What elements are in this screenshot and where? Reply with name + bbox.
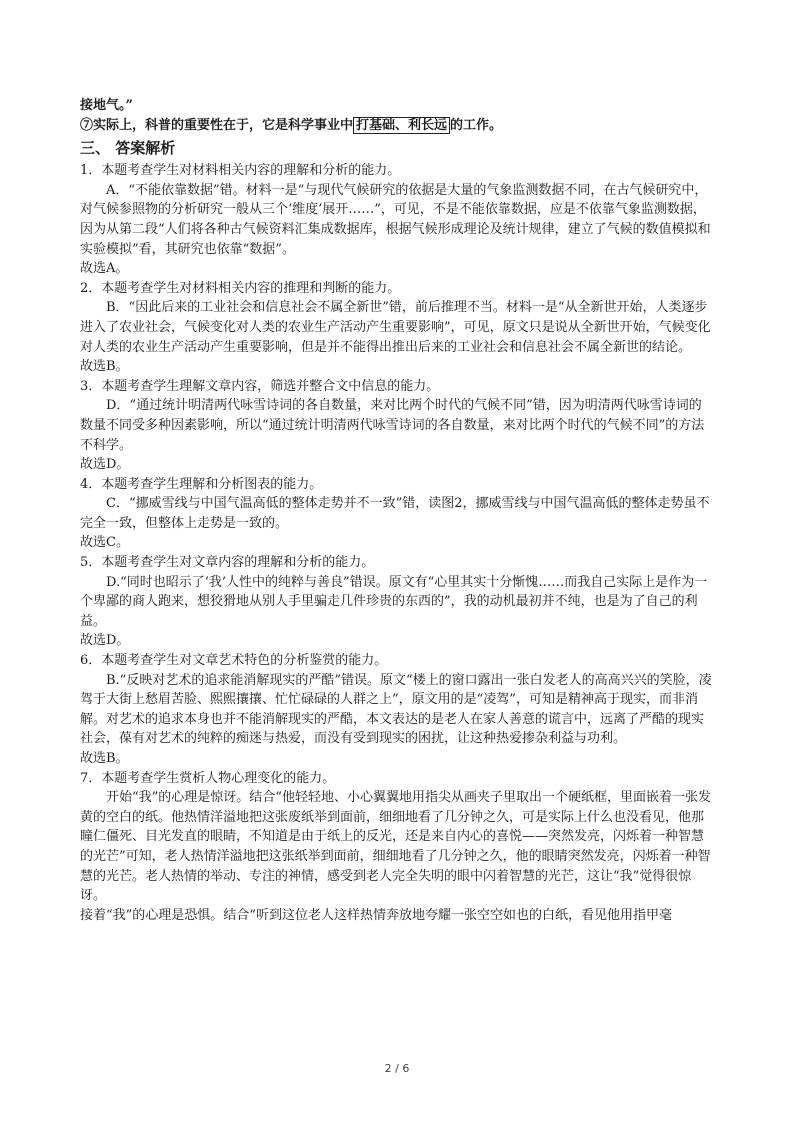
question-title: 4．本题考查学生理解和分析图表的能力。 bbox=[80, 476, 323, 492]
intro-line-2 bbox=[80, 116, 712, 136]
answer-choice: 故选D。 bbox=[80, 633, 130, 649]
page-number: 2 / 6 bbox=[384, 1062, 410, 1075]
question-title: 5．本题考查学生对文章内容的理解和分析的能力。 bbox=[80, 555, 375, 571]
answer-choice: 故选C。 bbox=[80, 535, 129, 551]
question-title: 1．本题考查学生对材料相关内容的理解和分析的能力。 bbox=[80, 163, 401, 179]
answer-explanation: A．“不能依靠数据”错。材料一是“与现代气候研究的依据是大量的气象监测数据不同，在古气候研究中，对气候参照物的分析研究一般从三个‘维度’展开……”，可见，不是不能依靠数据，应是不依靠气象监测数据，因为从第二段“人们将各种古气候资料汇集成数据库，根据气候形成理论及统计规律，建立了气候的数值模拟和实验模拟”看，其研究也依靠“数据”。 bbox=[80, 182, 711, 257]
answer-item-4 bbox=[80, 475, 712, 553]
answer-explanation: C．“挪威雪线与中国气温高低的整体走势并不一致”错，读图2，挪威雪线与中国气温高低的整体走势虽不完全一致，但整体上走势是一致的。 bbox=[80, 496, 710, 531]
answer-item-1 bbox=[80, 161, 712, 279]
question-title: 3．本题考查学生理解文章内容，筛选并整合文中信息的能力。 bbox=[80, 378, 440, 394]
answer-choice: 故选D。 bbox=[80, 457, 130, 473]
boxed-phrase: 打基础、利长远 bbox=[353, 117, 450, 134]
answer-explanation: B．“因此后来的工业社会和信息社会不属全新世”错，前后推理不当。材料一是“从全新世开始，人类逐步进入了农业社会，气候变化对人类的农业生产活动产生重要影响”，可见，原文只是说从全新世开始，气候变化对人类的农业生产活动产生重要影响，但是并不能得出推出后来的工业社会和信息社会不属全新世的结论。 bbox=[80, 300, 711, 355]
answer-choice: 故选B。 bbox=[80, 751, 129, 766]
answer-paragraph-1: 开始“我”的心理是惊讶。结合“他轻轻地、小心翼翼地用指尖从画夹子里取出一个硬纸框，里面嵌着一张发黄的空白的纸。他热情洋溢地把这张废纸举到面前，细细地看了几分钟之久，可是实际上什么也没看见，他那瞳仁僵死、目光发直的眼睛，不知道是由于纸上的反光，还是来自内心的喜悦——突然发亮，闪烁着一种智慧的光芒”可知，老人热情洋溢地把这张纸举到面前，细细地看了几分钟之久，他的眼睛突然发亮，闪烁着一种智慧的光芒。老人热情的举动、专注的神情，感受到老人完全失明的眼中闪着智慧的光芒，这让“我”觉得很惊讶。 bbox=[80, 790, 711, 904]
answer-explanation: D.“同时也昭示了‘我’人性中的纯粹与善良”错误。原文有“心里其实十分惭愧……而我自己实际上是作为一个卑鄙的商人跑来，想狡猾地从别人手里骗走几件珍贵的东西的”，我的动机最初并不纯，也是为了自己的利益。 bbox=[80, 574, 708, 629]
section-title: 三、 答案解析 bbox=[80, 139, 176, 158]
answer-choice: 故选A。 bbox=[80, 261, 129, 277]
question-title: 7．本题考查学生赏析人物心理变化的能力。 bbox=[80, 770, 336, 786]
intro-line-2-prefix: ⑦实际上，科普的重要性在于，它是科学事业中 bbox=[80, 117, 354, 133]
answer-explanation: D．“通过统计明清两代咏雪诗词的各自数量，来对比两个时代的气候不同”错，因为明清两代咏雪诗词的数量不同受多种因素影响，所以“通过统计明清两代咏雪诗词的各自数量，来对比两个时代的气候不同”的方法不科学。 bbox=[80, 398, 705, 453]
answer-item-7 bbox=[80, 769, 712, 926]
answer-choice: 故选B。 bbox=[80, 359, 129, 375]
answer-paragraph-2: 接着“我”的心理是恐惧。结合“听到这位老人这样热情奔放地夸耀一张空空如也的白纸，看见他用指甲毫 bbox=[80, 907, 672, 923]
answer-item-5 bbox=[80, 553, 712, 651]
answer-explanation: B.“反映对艺术的追求能消解现实的严酷”错误。原文“楼上的窗口露出一张白发老人的高高兴兴的笑脸，凌驾于大街上愁眉苦脸、熙熙攘攘、忙忙碌碌的人群之上”，原文用的是“凌驾”，可知是精神高于现实，而非消解。对艺术的追求本身也并不能消解现实的严酷，本文表达的是老人在家人善意的谎言中，远离了严酷的现实社会，葆有对艺术的纯粹的痴迷与热爱，而没有受到现实的困扰，让这种热爱掺杂利益与功利。 bbox=[80, 672, 712, 747]
question-title: 2．本题考查学生对材料相关内容的推理和判断的能力。 bbox=[80, 280, 401, 296]
intro-line-1: 接地气。” bbox=[80, 98, 133, 113]
answer-item-6 bbox=[80, 651, 712, 769]
question-title: 6．本题考查学生对文章艺术特色的分析鉴赏的能力。 bbox=[80, 653, 388, 669]
answer-item-3 bbox=[80, 377, 712, 475]
intro-line-2-suffix: 的工作。 bbox=[450, 117, 503, 133]
answer-item-2 bbox=[80, 279, 712, 377]
document-page bbox=[80, 96, 712, 925]
